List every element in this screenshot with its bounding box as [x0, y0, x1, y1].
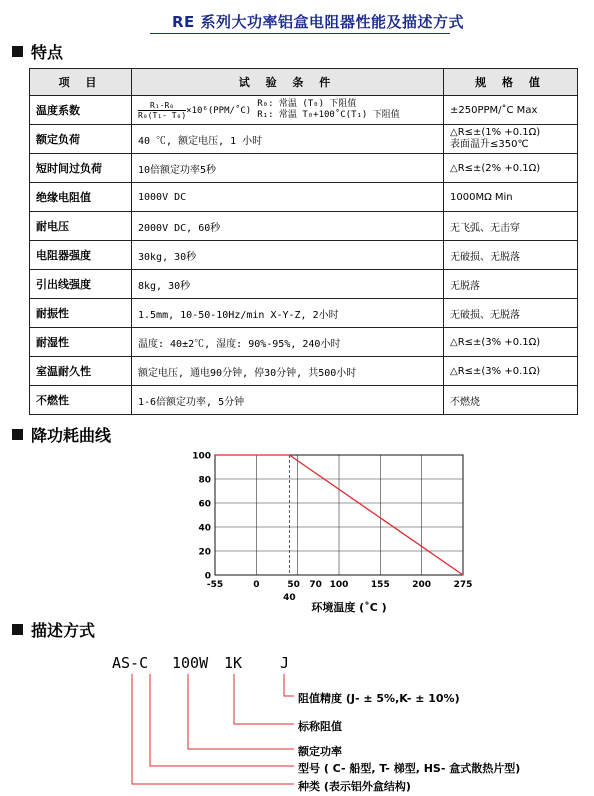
- row-item: 温度系数: [30, 96, 132, 125]
- x-tick-label: -55: [206, 580, 224, 590]
- x-tick-label: 200: [412, 580, 432, 590]
- y-tick-label: 80: [198, 475, 211, 486]
- leader-kind: [132, 674, 294, 784]
- table-header-row: [30, 69, 578, 96]
- y-tick-label: 0: [204, 571, 211, 582]
- square-bullet-icon: [12, 46, 23, 57]
- row-condition: $\frac{\text{R₁-R₀}}{\text{R₀(T₁- T₀)}}\times 10^6(PPM/˚C)$ R₀: 常温 (T₀) 下阻值 R₁: 常温 T₀+100˚C(T₁) 下阻值: [132, 96, 444, 125]
- code-part-resistance: 1K: [224, 654, 243, 672]
- label-tolerance: 阻值精度 (J- ± 5%,K- ± 10%): [298, 692, 460, 705]
- table-row: 电阻器强度 30kg, 30秒 无破损、无脱落: [30, 241, 578, 270]
- table-row: 耐电压 2000V DC, 60秒 无飞弧、无击穿: [30, 212, 578, 241]
- section-derating: 降功耗曲线: [12, 423, 111, 446]
- code-part-tolerance: J: [280, 654, 290, 672]
- code-part-power: 100W: [172, 654, 209, 672]
- leader-power: [188, 674, 294, 749]
- page-title: RE 系列大功率铝盒电阻器性能及描述方式: [172, 13, 465, 31]
- code-part-kind: AS-C: [112, 654, 149, 672]
- header-condition: 试 验 条 件: [132, 69, 444, 96]
- square-bullet-icon: [12, 624, 23, 635]
- y-tick-label: 20: [198, 547, 211, 558]
- table-row: 额定负荷 40 ℃, 额定电压, 1 小时 △R≤±(1% +0.1Ω) 表面温升≤350℃: [30, 125, 578, 154]
- label-kind: 种类 (表示铝外盒结构): [298, 780, 411, 793]
- table-row: 引出线强度 8kg, 30秒 无脱落: [30, 270, 578, 299]
- section-description: 描述方式: [12, 618, 95, 641]
- leader-tolerance: [284, 674, 294, 696]
- title-underline: [150, 33, 450, 34]
- square-bullet-icon: [12, 429, 23, 440]
- x-tick-label: 155: [370, 580, 390, 590]
- x-axis-label: 环境温度 (˚C ): [311, 601, 387, 613]
- label-resistance: 标称阻值: [298, 720, 342, 733]
- y-tick-label: 100: [192, 451, 211, 462]
- label-type: 型号 ( C- 船型, T- 梯型, HS- 盒式散热片型): [298, 762, 521, 775]
- x-tick-label: 50: [287, 580, 300, 590]
- x-tick-label: 275: [453, 580, 473, 590]
- x-marker-label: 40: [283, 593, 296, 603]
- header-value: 规 格 值: [444, 69, 578, 96]
- table-row: [30, 96, 578, 125]
- leader-type: [150, 674, 294, 766]
- label-power: 额定功率: [298, 745, 342, 758]
- header-item: 项 目: [30, 69, 132, 96]
- y-tick-label: 40: [198, 523, 211, 534]
- x-tick-label: 70: [309, 580, 322, 590]
- table-row: 室温耐久性 额定电压, 通电90分钟, 停30分钟, 共500小时 △R≤±(3% +0.1Ω): [30, 357, 578, 386]
- part-code-diagram: [112, 654, 592, 794]
- formula-legend: R₀: 常温 (T₀) 下阻值 R₁: 常温 T₀+100˚C(T₁) 下阻值: [257, 99, 400, 120]
- section-features: 特点: [12, 40, 63, 63]
- spec-table: [29, 68, 578, 415]
- formula-fraction: $\frac{\text{R₁-R₀}}{\text{R₀(T₁- T₀)}}$: [138, 100, 187, 120]
- leader-resistance: [234, 674, 294, 724]
- derating-chart: [190, 445, 490, 613]
- table-row: 绝缘电阻值 1000V DC 1000MΩ Min: [30, 183, 578, 212]
- y-tick-label: 60: [198, 499, 211, 510]
- x-tick-label: 0: [253, 580, 260, 590]
- table-row: 短时间过负荷 10倍额定功率5秒 △R≤±(2% +0.1Ω): [30, 154, 578, 183]
- table-row: 耐湿性 温度: 40±2℃, 湿度: 90%-95%, 240小时 △R≤±(3% +0.1Ω): [30, 328, 578, 357]
- table-row: 耐振性 1.5mm, 10-50-10Hz/min X-Y-Z, 2小时 无破损、无脱落: [30, 299, 578, 328]
- x-tick-label: 100: [329, 580, 349, 590]
- table-row: 不燃性 1-6倍额定功率, 5分钟 不燃烧: [30, 386, 578, 415]
- row-value: ±250PPM/˚C Max: [444, 96, 578, 125]
